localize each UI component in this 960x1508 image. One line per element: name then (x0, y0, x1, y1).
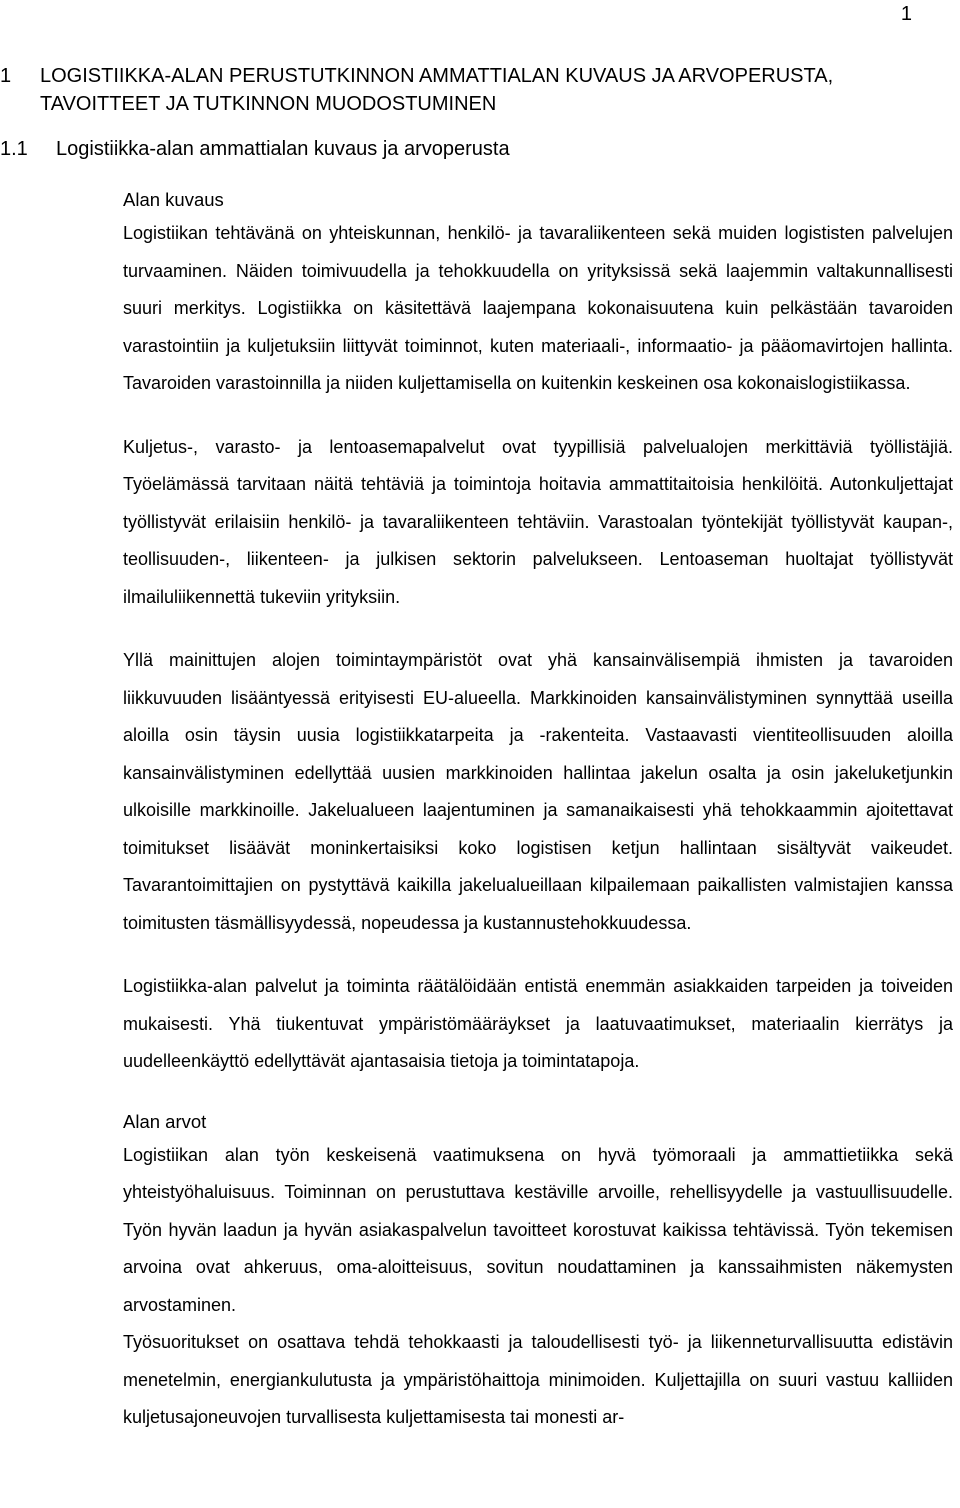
section-heading-number: 1.1 (0, 138, 28, 160)
section-heading (0, 135, 510, 163)
paragraph: Logistiikan tehtävänä on yhteiskunnan, henkilö- ja tavaraliikenteen sekä muiden logististen palvelujen turvaaminen. Näiden toimivuudella ja tehokkuudella on yrityksissä sekä laajemmin valtakunnallisesti suuri merkitys. Logistiikka on käsitettävä laajempana kokonaisuutena kuin pelkästään tavaroiden varastointiin ja kuljetuksiin liittyvät toiminnot, kuten materiaali-, informaatio- ja pääomavirtojen hallinta. Tavaroiden varastoinnilla ja niiden kuljettamisella on kuitenkin keskeinen osa kokonaislogistiikassa. (123, 223, 953, 393)
main-heading (0, 62, 940, 118)
subheading-alan-kuvaus: Alan kuvaus (123, 189, 224, 210)
main-heading-text: LOGISTIIKKA-ALAN PERUSTUTKINNON AMMATTIALAN KUVAUS JA ARVOPERUSTA, TAVOITTEET JA TUTKINNON MUODOSTUMINEN (40, 65, 834, 115)
paragraph: Kuljetus-, varasto- ja lentoasemapalvelut ovat tyypillisiä palvelualojen merkittäviä työllistäjiä. Työelämässä tarvitaan näitä tehtäviä ja toimintoja hoitavia ammattitaitoisia henkilöitä. Autonkuljettajat työllistyvät erilaisiin henkilö- ja tavaraliikenteen tehtäviin. Varastoalan työntekijät työllistyvät kaupan-, teollisuuden-, liikenteen- ja julkisen sektorin palvelukseen. Lentoaseman huoltajat työllistyvät ilmailuliikennettä tukeviin yrityksiin. (123, 436, 953, 607)
subheading-alan-arvot: Alan arvot (123, 1110, 207, 1132)
paragraph: Logistiikka-alan palvelut ja toiminta räätälöidään entistä enemmän asiakkaiden tarpeiden ja toiveiden mukaisesti. Yhä tiukentuvat ympäristömääräykset ja laatuvaatimukset, materiaalin kierrätys ja uudelleenkäyttö edellyttävät ajantasaisia tietoja ja toimintatapoja. (123, 976, 953, 1071)
paragraph: Logistiikan alan työn keskeisenä vaatimuksena on hyvä työmoraali ja ammattietiikka sekä yhteistyöhaluisuus. Toiminnan on perustuttava kestäville arvoille, rehellisyydelle ja vastuullisuudelle. Työn hyvän laadun ja hyvän asiakaspalvelun tavoitteet korostuvat kaikissa tehtävissä. Työn tekemisen arvoina ovat ahkeruus, oma-aloitteisuus, sovitun noudattaminen ja kanssaihmisten näkemysten arvostaminen. (123, 1144, 953, 1315)
section-heading-text: Logistiikka-alan ammattialan kuvaus ja arvoperusta (56, 138, 510, 160)
paragraph: Yllä mainittujen alojen toimintaympäristöt ovat yhä kansainvälisempiä ihmisten ja tavaroiden liikkuvuuden lisääntyessä erityisesti EU-alueella. Markkinoiden kansainvälistyminen synnyttää useilla aloilla osin täysin uusia logistiikkatarpeita ja -rakenteita. Vastaavasti vientiteollisuuden aloilla kansainvälistyminen edellyttää uusien markkinoiden hallintaa jakelun osalta ja osin jakeluketjunkin ulkoisille markkinoille. Jakelualueen laajentuminen ja samanaikaisesti yhä tehokkaammin ajoitettavat toimitukset lisäävät moninkertaisiksi koko logistisen ketjun hallintaan sisältyvät vaikeudet. Tavarantoimittajien on pystyttävä kaikilla jakelualueillaan kilpailemaan paikallisten valmistajien kanssa toimitusten täsmällisyydessä, nopeudessa ja kustannustehokkuudessa. (123, 650, 953, 933)
document-body (123, 185, 953, 1437)
main-heading-number: 1 (0, 65, 12, 87)
paragraph: Työsuoritukset on osattava tehdä tehokkaasti ja taloudellisesti työ- ja liikenneturvallisuutta edistävin menetelmin, energiankulutusta ja ympäristöhaittoja minimoiden. Kuljettajilla on suuri vastuu kalliiden kuljetusajoneuvojen turvallisesta kuljettamisesta tai monesti ar- (123, 1332, 953, 1427)
page-number: 1 (900, 3, 912, 25)
